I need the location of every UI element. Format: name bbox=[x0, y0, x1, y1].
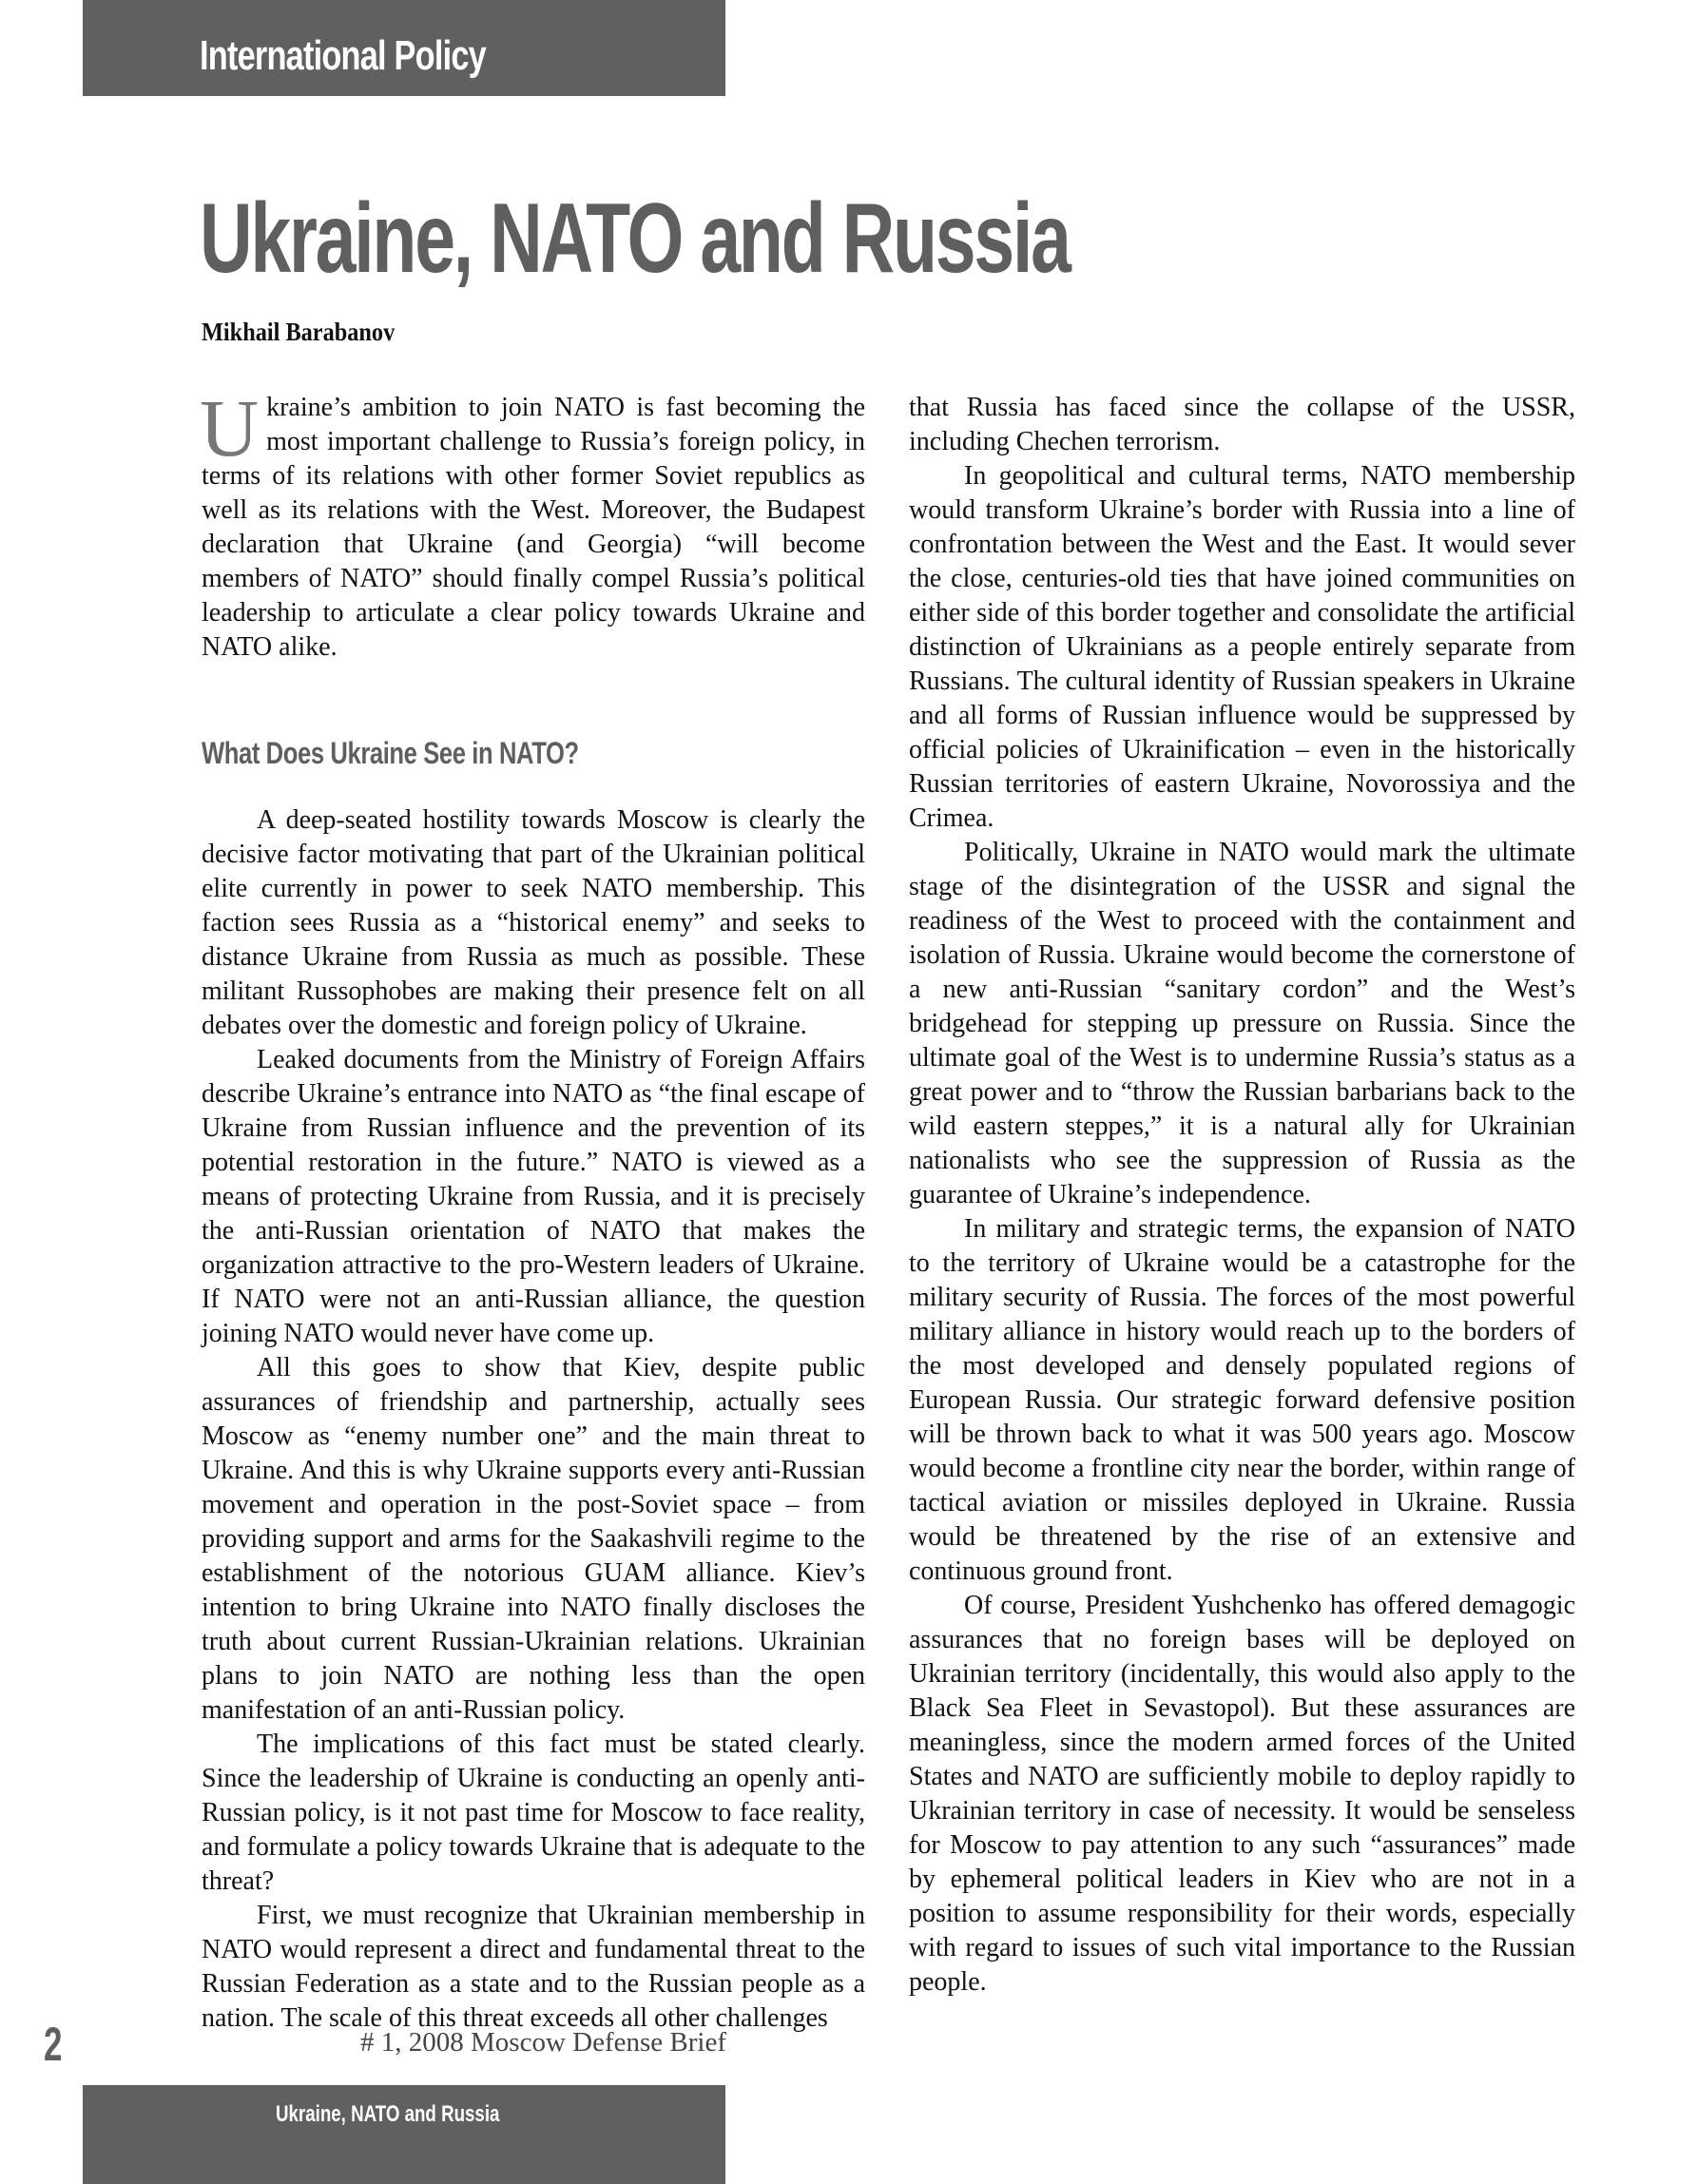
section-label: International Policy bbox=[200, 32, 486, 79]
body-paragraph: A deep-seated hostility towards Moscow is clearly the decisive factor motivating that part of the Ukrainian political elite currently in power to seek NATO membership. This faction sees Russia as a “historical enemy” and seeks to distance Ukraine from Russia as much as possible. These militant Russophobes are making their presence felt on all debates over the domestic and foreign policy of Ukraine. bbox=[202, 805, 865, 1040]
body-paragraph: In military and strategic terms, the expansion of NATO to the territory of Ukraine would be a catastrophe for the military security of Russia. The forces of the most powerful military alliance in history would reach up to the borders of the most developed and densely populated regions of European Russia. Our strategic forward defensive position will be thrown back to what it was 500 years ago. Moscow would become a frontline city near the border, within range of tactical aviation or missiles deployed in Ukraine. Russia would be threatened by the rise of an extensive and continuous ground front. bbox=[909, 1214, 1575, 1586]
intro-paragraph bbox=[200, 382, 865, 665]
body-paragraph: Of course, President Yushchenko has offered demagogic assurances that no foreign bases will be deployed on Ukrainian territory (incidentally, this would also apply to the Black Sea Fleet in Sevastopol). But these assurances are meaningless, since the modern armed forces of the United States and NATO are sufficiently mobile to deploy rapidly to Ukrainian territory in case of necessity. It would be senseless for Moscow to pay attention to any such “assurances” made by ephemeral political leaders in Kiev who are not in a position to assume responsibility for their words, especially with regard to issues of such vital importance to the Russian people. bbox=[909, 1591, 1575, 1997]
section-header-bar bbox=[83, 0, 725, 96]
issue-info: # 1, 2008 Moscow Defense Brief bbox=[360, 2027, 726, 2058]
body-paragraph: First, we must recognize that Ukrainian membership in NATO would represent a direct and fundamental threat to the Russian Federation as a state and to the Russian people as a nation. The scale of this threat exceeds all other challenges bbox=[202, 1901, 865, 2033]
section-heading: What Does Ukraine See in NATO? bbox=[202, 736, 579, 770]
page-number: 2 bbox=[44, 2018, 63, 2071]
running-title: Ukraine, NATO and Russia bbox=[276, 2101, 500, 2127]
body-paragraph: Politically, Ukraine in NATO would mark the ultimate stage of the disintegration of the USSR and signal the readiness of the West to proceed with the containment and isolation of Russia. Ukraine would become the cornerstone of a new anti-Russian “sanitary cordon” and the West’s bridgehead for stepping up pressure on Russia. Since the ultimate goal of the West is to undermine Russia’s status as a great power and to “throw the Russian barbarians back to the wild eastern steppes,” it is a natural ally for Ukrainian nationalists who see the suppression of Russia as the guarantee of Ukraine’s independence. bbox=[909, 838, 1575, 1209]
continued-paragraph: that Russia has faced since the collapse of the USSR, including Chechen terrorism. bbox=[909, 393, 1575, 456]
left-column bbox=[200, 382, 865, 2036]
intro-text: kraine’s ambition to join NATO is fast becoming the most important challenge to Russia’s foreign policy, in terms of its relations with other former Soviet republics as well as its relations with the West. Moreover, the Budapest declaration that Ukraine (and Georgia) “will become members of NATO” should finally compel Russia’s political leadership to articulate a clear policy towards Ukraine and NATO alike. bbox=[202, 393, 865, 662]
footer-bar bbox=[83, 2085, 725, 2184]
body-paragraph: The implications of this fact must be stated clearly. Since the leadership of Ukraine is conducting an openly anti-Russian policy, is it not past time for Moscow to face reality, and formulate a policy towards Ukraine that is adequate to the threat? bbox=[202, 1730, 865, 1896]
article-author: Mikhail Barabanov bbox=[202, 318, 396, 346]
drop-cap: U bbox=[200, 382, 260, 474]
body-paragraph: All this goes to show that Kiev, despite public assurances of friendship and partnership, actually sees Moscow as “enemy number one” and the main threat to Ukraine. And this is why Ukraine supports every anti-Russian movement and operation in the post-Soviet space – from providing support and arms for the Saakashvili regime to the establishment of the notorious GUAM alliance. Kiev’s intention to bring Ukraine into NATO finally discloses the truth about current Russian-Ukrainian relations. Ukrainian plans to join NATO are nothing less than the open manifestation of an anti-Russian policy. bbox=[202, 1353, 865, 1725]
body-paragraph: Leaked documents from the Ministry of Foreign Affairs describe Ukraine’s entrance into NATO as “the final escape of Ukraine from Russian influence and the prevention of its potential restoration in the future.” NATO is viewed as a means of protecting Ukraine from Russia, and it is precisely the anti-Russian orientation of NATO that makes the organization attractive to the pro-Western leaders of Ukraine. If NATO were not an anti-Russian alliance, the question joining NATO would never have come up. bbox=[202, 1045, 865, 1348]
body-paragraph: In geopolitical and cultural terms, NATO membership would transform Ukraine’s border with Russia into a line of confrontation between the West and the East. It would sever the close, centuries-old ties that have joined communities on either side of this border together and consolidate the artificial distinction of Ukrainians as a people entirely separate from Russians. The cultural identity of Russian speakers in Ukraine and all forms of Russian influence would be suppressed by official policies of Ukrainification – even in the historically Russian territories of eastern Ukraine, Novorossiya and the Crimea. bbox=[909, 461, 1575, 833]
right-column bbox=[909, 391, 1575, 2000]
article-title: Ukraine, NATO and Russia bbox=[200, 184, 1070, 294]
